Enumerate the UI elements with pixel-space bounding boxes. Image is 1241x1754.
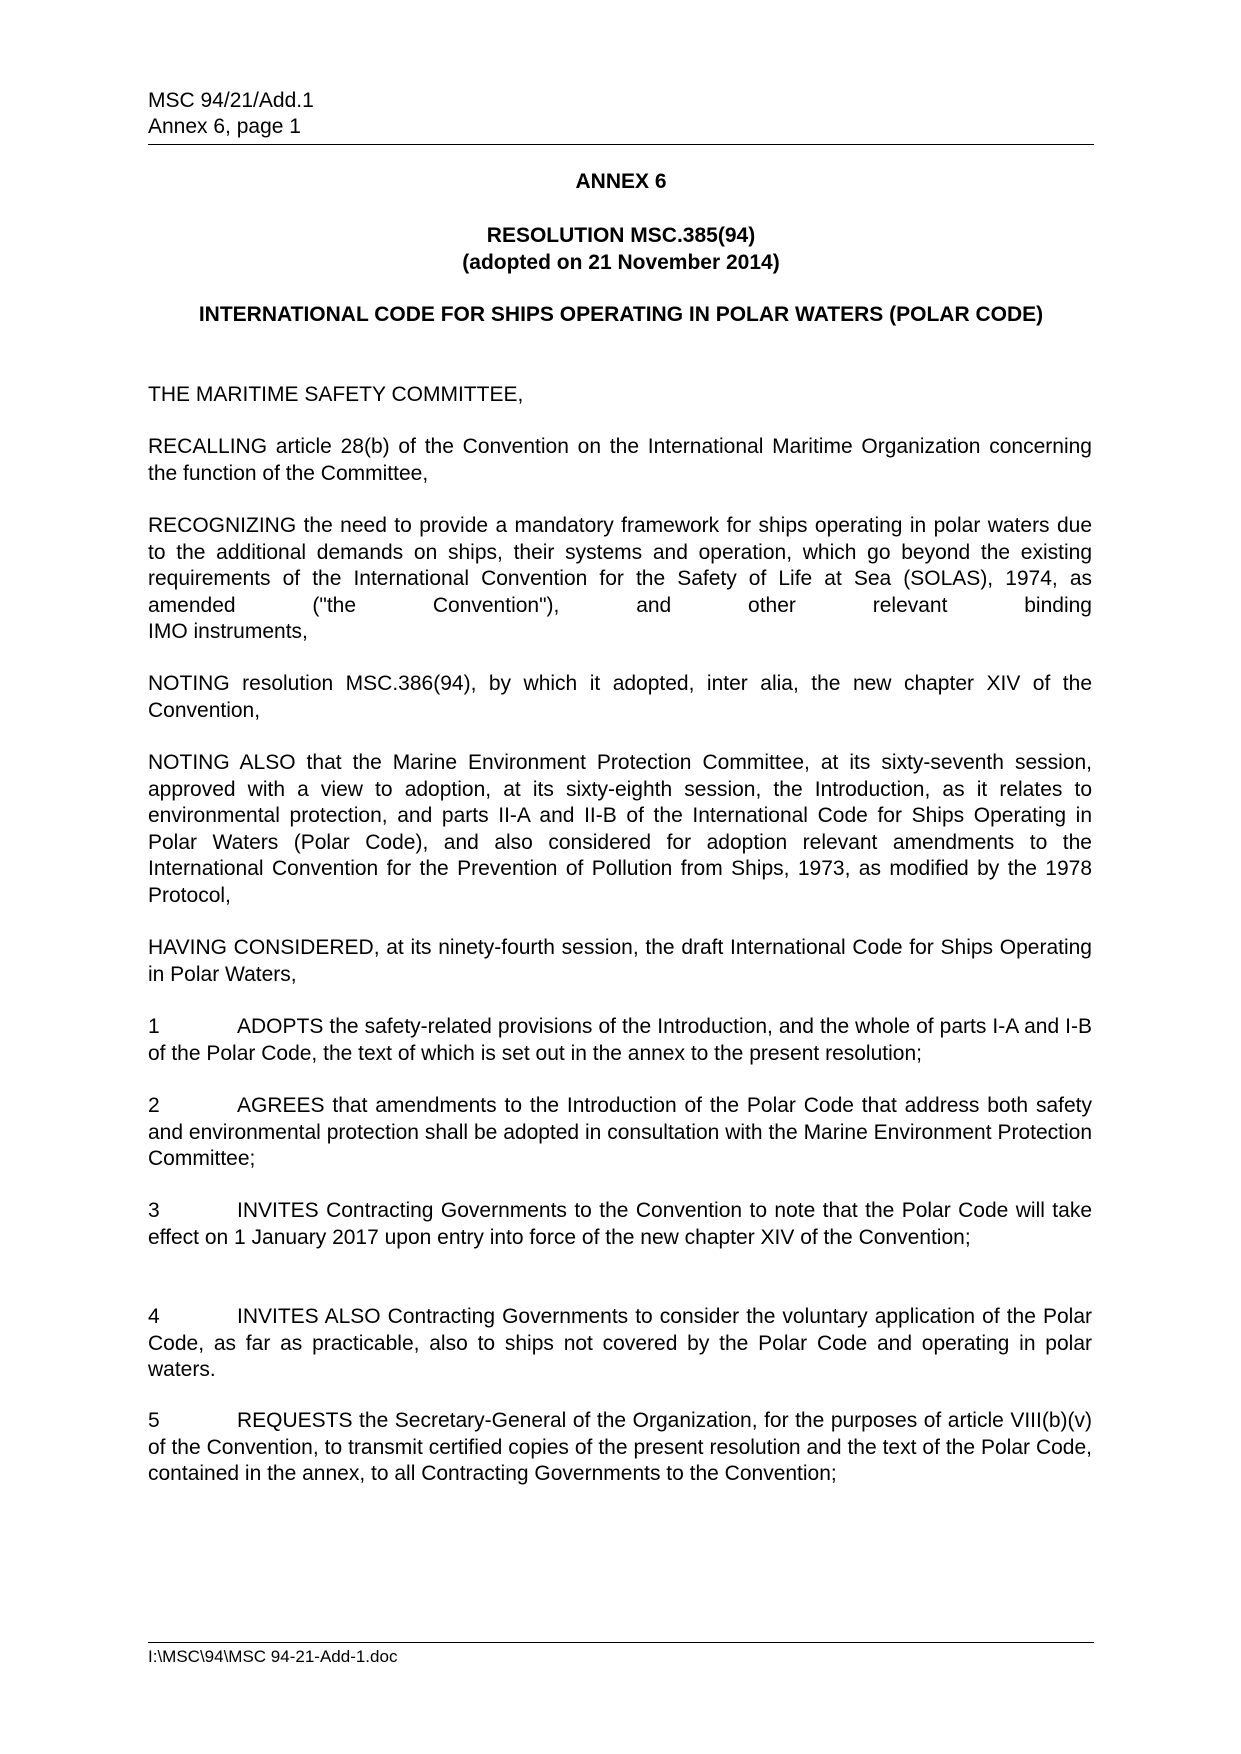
paragraph-number: 3 [148, 1199, 160, 1222]
page-header [148, 88, 1094, 145]
resolution-title-block [148, 223, 1094, 276]
operative-paragraph-4 [148, 1304, 1092, 1384]
noting-paragraph: NOTING resolution MSC.386(94), by which it adopted, inter alia, the new chapter XIV of the Convention, [148, 672, 1092, 722]
paragraph-number: 5 [148, 1409, 160, 1432]
paragraph-text: ADOPTS the safety-related provisions of the Introduction, and the whole of parts I-A and I-B of the Polar Code, the text of which is set out in the annex to the present resolution; [148, 1015, 1092, 1065]
operative-paragraph-1 [148, 1014, 1092, 1067]
document-reference: MSC 94/21/Add.1 [148, 89, 314, 112]
recognizing-paragraph [148, 513, 1092, 646]
page-reference: Annex 6, page 1 [148, 115, 301, 138]
paragraph-number: 4 [148, 1305, 160, 1328]
annex-title: ANNEX 6 [575, 170, 667, 193]
noting-also-paragraph: NOTING ALSO that the Marine Environment Protection Committee, at its sixty-seventh session, approved with a view to adoption, at its sixty-eighth session, the Introduction, as it relates to environmental protection, and parts II-A and II-B of the International Code for Ships Operating in Polar Waters (Polar Code), and also considered for adoption relevant amendments to the International Convention for the Prevention of Pollution from Ships, 1973, as modified by the 1978 Protocol, [148, 751, 1092, 907]
adoption-date: (adopted on 21 November 2014) [462, 250, 780, 274]
paragraph-text: INVITES Contracting Governments to the Convention to note that the Polar Code will take effect on 1 January 2017 upon entry into force of the new chapter XIV of the Convention; [148, 1199, 1092, 1249]
recognizing-text-end: IMO instruments, [148, 620, 308, 643]
paragraph-number: 1 [148, 1015, 160, 1038]
paragraph-text: AGREES that amendments to the Introduction of the Polar Code that address both safety and environmental protection shall be adopted in consultation with the Marine Environment Protection Committee; [148, 1094, 1092, 1170]
having-considered-paragraph: HAVING CONSIDERED, at its ninety-fourth session, the draft International Code for Ships Operating in Polar Waters, [148, 936, 1092, 986]
page-footer [148, 1642, 1094, 1667]
file-path: I:\MSC\94\MSC 94-21-Add-1.doc [148, 1647, 398, 1666]
operative-paragraph-2 [148, 1093, 1092, 1173]
recalling-paragraph: RECALLING article 28(b) of the Convention on the International Maritime Organization concerning the function of the Committee, [148, 435, 1092, 485]
paragraph-number: 2 [148, 1094, 160, 1117]
operative-paragraph-3 [148, 1198, 1092, 1251]
code-title: INTERNATIONAL CODE FOR SHIPS OPERATING IN POLAR WATERS (POLAR CODE) [198, 303, 1044, 326]
paragraph-text: INVITES ALSO Contracting Governments to consider the voluntary application of the Polar Code, as far as practicable, also to ships not covered by the Polar Code and operating in polar waters. [148, 1305, 1092, 1381]
recognizing-text: RECOGNIZING the need to provide a mandatory framework for ships operating in polar waters due to the additional demands on ships, their systems and operation, which go beyond the existing requirements of the International Convention for the Safety of Life at Sea (SOLAS), 1974, as amended ("the Convention"), and other relevant binding [148, 514, 1092, 617]
committee-line: THE MARITIME SAFETY COMMITTEE, [148, 383, 524, 406]
operative-paragraph-5 [148, 1408, 1092, 1488]
resolution-number: RESOLUTION MSC.385(94) [486, 224, 756, 247]
paragraph-text: REQUESTS the Secretary-General of the Organization, for the purposes of article VIII(b)(v) of the Convention, to transmit certified copies of the present resolution and the text of the Polar Code, contained in the annex, to all Contracting Governments to the Convention; [148, 1409, 1092, 1485]
